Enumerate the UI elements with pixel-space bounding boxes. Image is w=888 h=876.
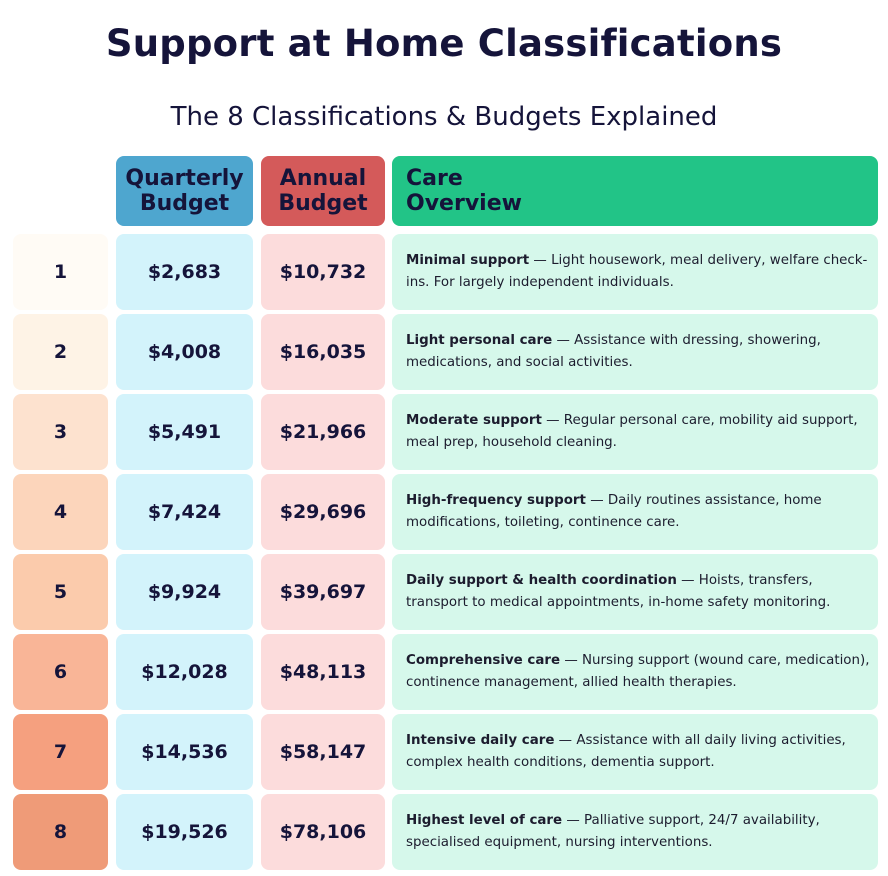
care-title: Intensive daily care [406,733,555,748]
annual-budget-cell: $10,732 [261,234,385,310]
level-cell: 1 [13,234,108,310]
quarterly-budget-cell: $12,028 [116,634,253,710]
care-text: — Regular personal care, mobility aid support, meal prep, household cleaning. [406,413,858,450]
quarterly-budget-cell: $4,008 [116,314,253,390]
table-row [0,394,888,470]
annual-budget-cell: $48,113 [261,634,385,710]
page-title: Support at Home Classifications [105,22,783,65]
care-text: — Light housework, meal delivery, welfare check-ins. For largely independent individuals. [406,253,868,290]
care-title: Moderate support [406,413,542,428]
care-text: — Assistance with dressing, showering, medications, and social activities. [406,333,821,370]
header-annual-budget [261,156,385,226]
care-text: — Nursing support (wound care, medication), continence management, allied health therapies. [406,653,870,690]
annual-budget-cell: $21,966 [261,394,385,470]
level-cell: 6 [13,634,108,710]
care-overview-cell [392,314,878,390]
level-cell: 7 [13,714,108,790]
care-title: High-frequency support [406,493,586,508]
care-overview-cell [392,634,878,710]
care-overview-cell [392,394,878,470]
header-quarterly-line2: Budget [139,191,230,216]
care-text: — Palliative support, 24/7 availability, specialised equipment, nursing interventions. [406,813,820,850]
header-annual-line2: Budget [278,191,368,216]
annual-budget-cell: $39,697 [261,554,385,630]
header-care-line2: Overview [406,191,522,216]
table-row [0,794,888,870]
quarterly-budget-cell: $14,536 [116,714,253,790]
care-text: — Daily routines assistance, home modifications, toileting, continence care. [406,493,822,530]
quarterly-budget-cell: $5,491 [116,394,253,470]
level-cell: 3 [13,394,108,470]
care-title: Light personal care [406,333,553,348]
table-row [0,714,888,790]
care-overview-cell [392,474,878,550]
table-row [0,634,888,710]
quarterly-budget-cell: $19,526 [116,794,253,870]
quarterly-budget-cell: $2,683 [116,234,253,310]
page-subtitle: The 8 Classifications & Budgets Explained [170,102,718,132]
level-cell: 5 [13,554,108,630]
header-quarterly-budget [116,156,253,226]
care-title: Minimal support [406,253,530,268]
quarterly-budget-cell: $9,924 [116,554,253,630]
header-quarterly-line1: Quarterly [125,166,244,191]
annual-budget-cell: $29,696 [261,474,385,550]
annual-budget-cell: $16,035 [261,314,385,390]
care-overview-cell [392,554,878,630]
care-title: Highest level of care [406,813,563,828]
annual-budget-cell: $58,147 [261,714,385,790]
annual-budget-cell: $78,106 [261,794,385,870]
care-overview-cell [392,794,878,870]
header-annual-line1: Annual [279,166,367,191]
table-row [0,314,888,390]
care-overview-cell [392,714,878,790]
table-row [0,234,888,310]
care-title: Daily support & health coordination [406,573,677,588]
care-text: — Hoists, transfers, transport to medical appointments, in-home safety monitoring. [406,573,831,610]
quarterly-budget-cell: $7,424 [116,474,253,550]
header-care-line1: Care [406,166,463,191]
level-cell: 4 [13,474,108,550]
care-text: — Assistance with all daily living activities, complex health conditions, dementia support. [406,733,846,770]
level-cell: 2 [13,314,108,390]
level-cell: 8 [13,794,108,870]
care-title: Comprehensive care [406,653,561,668]
table-row [0,554,888,630]
header-care-overview [392,156,878,226]
table-row [0,474,888,550]
care-overview-cell [392,234,878,310]
